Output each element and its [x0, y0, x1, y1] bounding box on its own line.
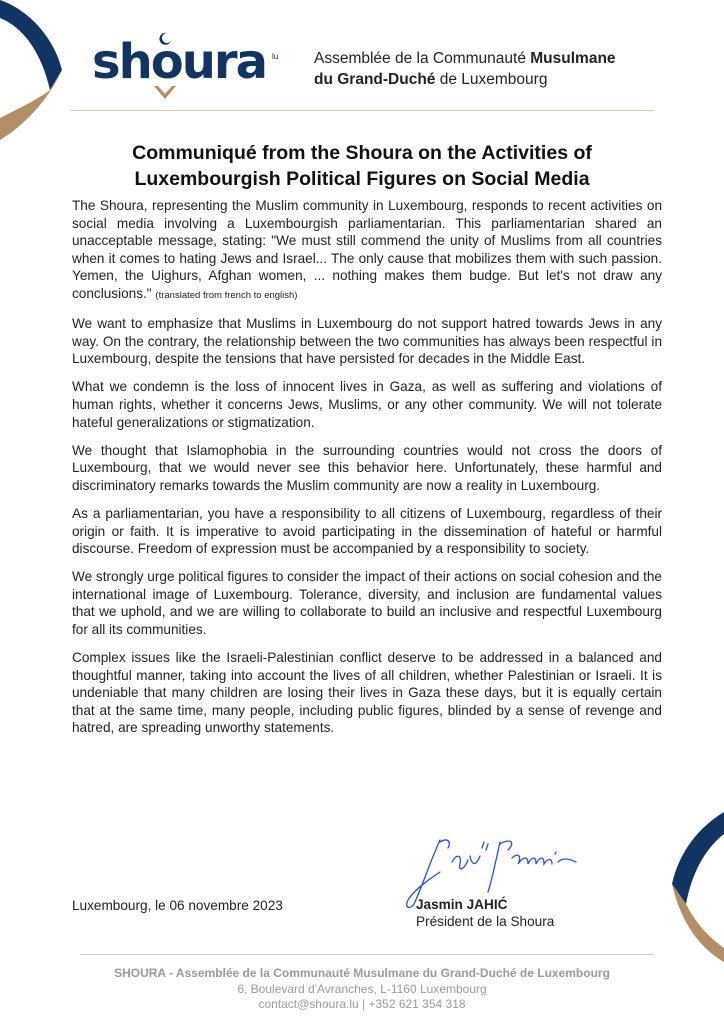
translation-note: (translated from french to english): [155, 289, 298, 301]
corner-arc-top-left-icon: [0, 0, 70, 140]
diamond-accent-icon: [152, 84, 178, 102]
footer-address: 6, Boulevard d'Avranches, L-1160 Luxembourg: [237, 981, 487, 996]
paragraph-6: We strongly urge political figures to consider the impact of their actions on social cohesion and the international image of Luxembourg. Tolerance, diversity, and inclusion are fundamental values that we uphold, and we are willing to collaborate to build an inclusive and respectful Luxembourg for all its communities.: [72, 569, 662, 637]
corner-arc-bottom-right-icon: [654, 812, 724, 962]
footer-contact: contact@shoura.lu | +352 621 354 318: [258, 997, 466, 1011]
header-divider: [70, 110, 654, 111]
paragraph-1: [72, 197, 662, 305]
communique-body: [72, 197, 662, 748]
title-line-1: Communiqué from the Shoura on the Activities of: [132, 142, 592, 164]
title-line-2: Luxembourgish Political Figures on Social Media: [134, 168, 590, 190]
logo-suffix: lu: [272, 52, 279, 61]
signer-block: [416, 896, 554, 930]
paragraph-7: Complex issues like the Israeli-Palestinian conflict deserve to be addressed in a balanced and thoughtful manner, taking into account the lives of all children, whether Palestinian or Israeli. It is undeniable that many children are losing their lives in Gaza these days, but it is equally certain that at the same time, many people, including public figures, blinded by a sense of revenge and hatred, are spreading unworthy statements.: [72, 650, 662, 736]
org-line1-regular: Assemblée de la Communauté: [314, 50, 531, 67]
page-title: [72, 140, 652, 192]
shoura-logo: [92, 30, 292, 100]
footer: [72, 966, 652, 1013]
org-line2-bold: du Grand-Duché: [314, 71, 436, 88]
signer-title: Président de la Shoura: [416, 914, 555, 929]
paragraph-3: What we condemn is the loss of innocent lives in Gaza, as well as suffering and violations of human rights, whether it concerns Jews, Muslims, or any other community. We will not tolerate hateful generalizations or stigmatization.: [72, 379, 662, 430]
organization-name: [314, 48, 616, 90]
footer-organization: SHOURA - Assemblée de la Communauté Musulmane du Grand-Duché de Luxembourg: [114, 966, 610, 980]
signer-name: Jasmin JAHIĆ: [416, 897, 508, 912]
org-line1-bold: Musulmane: [530, 50, 616, 67]
paragraph-5: As a parliamentarian, you have a responsibility to all citizens of Luxembourg, regardless of their origin or faith. It is imperative to avoid participating in the dissemination of hateful or harmful discourse. Freedom of expression must be accompanied by a responsibility to society.: [72, 505, 662, 557]
paragraph-1-text: The Shoura, representing the Muslim community in Luxembourg, responds to recent activities on social media involving a Luxembourgish parliamentarian. This parliamentarian shared an unacceptable message, stating: "We must still commend the unity of Muslims from all countries when it comes to hating Jews and Israel... The only cause that mobilizes them with such passion. Yemen, the Uighurs, Afghan women, ... nothing makes them budge. But let's not draw any conclusions.": [72, 198, 662, 301]
paragraph-4: We thought that Islamophobia in the surrounding countries would not cross the doors of Luxembourg, that we would never see this behavior here. Unfortunately, these harmful and discriminatory remarks towards the Muslim community are now a reality in Luxembourg.: [72, 442, 662, 493]
org-line2-regular: de Luxembourg: [435, 71, 548, 88]
paragraph-2: We want to emphasize that Muslims in Luxembourg do not support hatred towards Jews in any way. On the contrary, the relationship between the two communities has always been respectful in Luxembourg, despite the tensions that have persisted for decades in the Middle East.: [72, 316, 662, 367]
logo-wordmark: shoura: [92, 34, 266, 90]
date-line: Luxembourg, le 06 novembre 2023: [72, 898, 283, 913]
footer-divider: [80, 954, 654, 955]
